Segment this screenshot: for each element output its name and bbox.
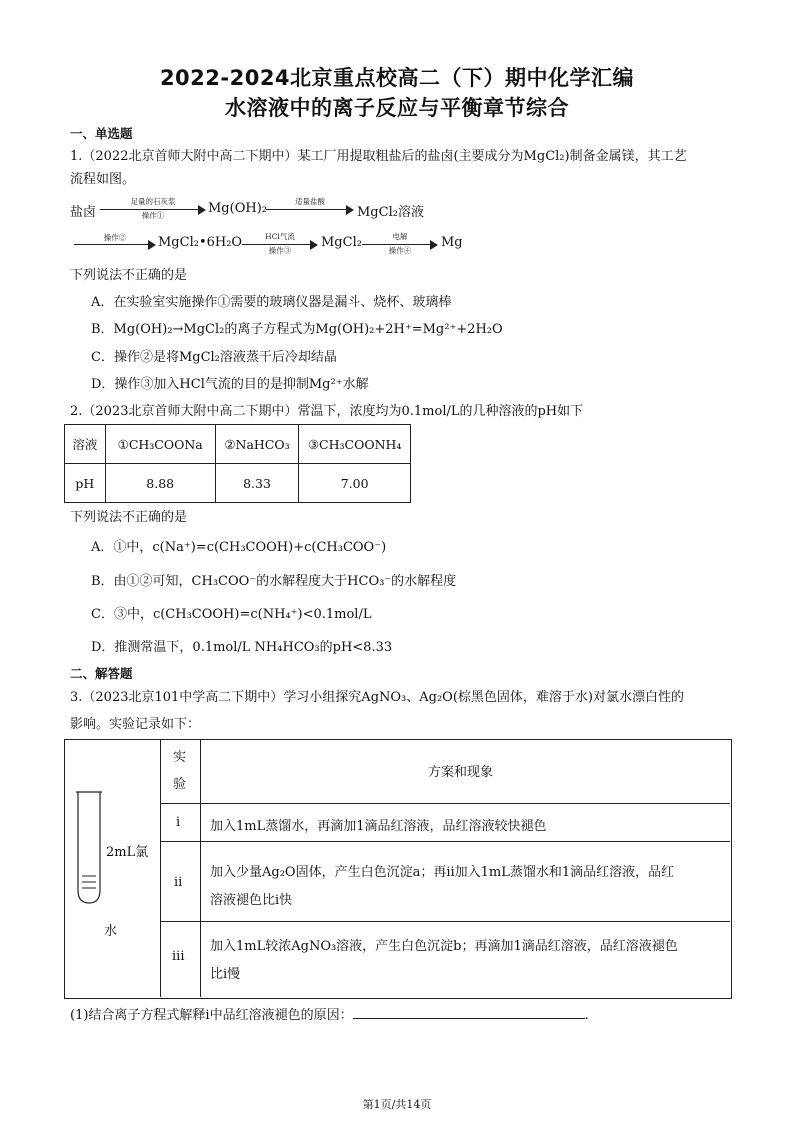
flow-mg: Mg (441, 235, 463, 250)
q3-sub1 (70, 1004, 589, 1023)
table-cell: 8.33 (215, 464, 299, 503)
flow-start: 盐卤 (70, 205, 97, 220)
table-divider (160, 803, 730, 804)
flow-arrow3 (74, 240, 156, 250)
flow-arrow2-top-label: 适量盐酸 (295, 197, 325, 206)
flow-mg-oh2: Mg(OH)₂ (208, 201, 267, 216)
table-row (65, 425, 411, 464)
table-header-cell: ②NaHCO₃ (215, 425, 299, 464)
table-header-cell: ①CH₃COONa (105, 425, 215, 464)
row-id: i (176, 815, 181, 830)
q3-stem-line2: 影响。实验记录如下： (70, 717, 201, 732)
flow-arrow5-top-label: 电解 (392, 232, 408, 241)
flow-arrow1-bottom-label: 操作① (141, 211, 165, 220)
test-tube-icon (76, 790, 104, 906)
tube-label-line1: 2mL氯 (106, 845, 149, 860)
row-id: ii (174, 875, 183, 890)
flow-arrow3-top-label: 操作② (103, 233, 127, 242)
section-heading-answer: 二、解答题 (70, 666, 133, 681)
table-cell: pH (65, 464, 106, 503)
q1-stem-line1: 1.（2022北京首师大附中高二下期中）某工厂用提取粗盐后的盐卤(主要成分为MgCl₂)制备金属镁，其工艺 (70, 149, 687, 164)
table-header-cell: 溶液 (65, 425, 106, 464)
q3-sub1-text: (1)结合离子方程式解释i中品红溶液褪色的原因： (70, 1008, 353, 1023)
flow-arrow4-bottom-label: 操作③ (268, 246, 292, 255)
table-divider (160, 841, 730, 842)
q2-ph-table (64, 424, 411, 503)
q3-stem-line1: 3.（2023北京101中学高二下期中）学习小组探究AgNO₃、Ag₂O(棕黑色固体，难溶于水)对氯水漂白性的 (70, 690, 684, 705)
q2-option-c: C．③中，c(CH₃COOH)=c(NH₄⁺)<0.1mol/L (91, 607, 372, 622)
page-title-line1: 2022-2024北京重点校高二（下）期中化学汇编 (159, 66, 635, 90)
q2-option-d: D．推测常温下，0.1mol/L NH₄HCO₃的pH<8.33 (91, 640, 393, 655)
flow-arrow1-top-label: 足量的石灰浆 (130, 197, 176, 206)
table-divider (160, 921, 730, 922)
row-text: 加入少量Ag₂O固体，产生白色沉淀a；再ii加入1mL蒸馏水和1滴品红溶液，品红 (210, 865, 675, 880)
row-text: 溶液褪色比i快 (210, 893, 293, 908)
q1-option-d: D．操作③加入HCl气流的目的是抑制Mg²⁺水解 (91, 377, 369, 392)
flow-mgcl2-solution: MgCl₂溶液 (357, 205, 424, 220)
row-text: 比i慢 (210, 967, 241, 982)
col-header-yan: 验 (173, 777, 187, 792)
row-text: 加入1mL较浓AgNO₃溶液，产生白色沉淀b；再滴加1滴品红溶液，品红溶液褪色 (210, 939, 678, 954)
page-title-line2: 水溶液中的离子反应与平衡章节综合 (225, 96, 569, 120)
answer-blank[interactable] (353, 1006, 585, 1019)
q1-option-c: C．操作②是将MgCl₂溶液蒸干后冷却结晶 (91, 350, 337, 365)
q1-option-a: A．在实验室实施操作①需要的玻璃仪器是漏斗、烧杯、玻璃棒 (91, 295, 452, 310)
q1-ask: 下列说法不正确的是 (70, 268, 188, 283)
flow-arrow4-top-label: HCl气流 (265, 232, 295, 241)
table-cell: 7.00 (299, 464, 411, 503)
flow-arrow2 (266, 205, 354, 215)
table-divider (160, 739, 161, 997)
q2-option-b: B．由①②可知，CH₃COO⁻的水解程度大于HCO₃⁻的水解程度 (91, 574, 457, 589)
page-footer: 第1页/共14页 (362, 1098, 432, 1111)
row-id: iii (172, 949, 185, 964)
table-divider (200, 739, 201, 997)
q2-ask: 下列说法不正确的是 (70, 510, 188, 525)
table-cell: 8.88 (105, 464, 215, 503)
q2-stem: 2.（2023北京首师大附中高二下期中）常温下，浓度均为0.1mol/L的几种溶液的pH如下 (70, 404, 584, 419)
q1-stem-line2: 流程如图。 (70, 172, 136, 187)
q3-sub1-end: . (584, 1008, 589, 1023)
q1-option-b: B．Mg(OH)₂→MgCl₂的离子方程式为Mg(OH)₂+2H⁺=Mg²⁺+2H₂O (91, 322, 503, 337)
table-header-cell: ③CH₃COONH₄ (299, 425, 411, 464)
col-header-shi: 实 (173, 750, 187, 765)
flow-mgcl2: MgCl₂ (321, 235, 362, 250)
flow-mgcl2-6h2o: MgCl₂•6H₂O (158, 235, 243, 250)
col-header-scheme: 方案和现象 (428, 765, 494, 780)
q2-option-a: A．①中，c(Na⁺)=c(CH₃COOH)+c(CH₃COO⁻) (91, 540, 387, 555)
flow-arrow5-bottom-label: 操作④ (388, 246, 412, 255)
row-text: 加入1mL蒸馏水，再滴加1滴品红溶液，品红溶液较快褪色 (210, 819, 547, 834)
table-row (65, 464, 411, 503)
tube-label-line2: 水 (104, 924, 118, 939)
section-heading-single-choice: 一、单选题 (70, 126, 133, 141)
